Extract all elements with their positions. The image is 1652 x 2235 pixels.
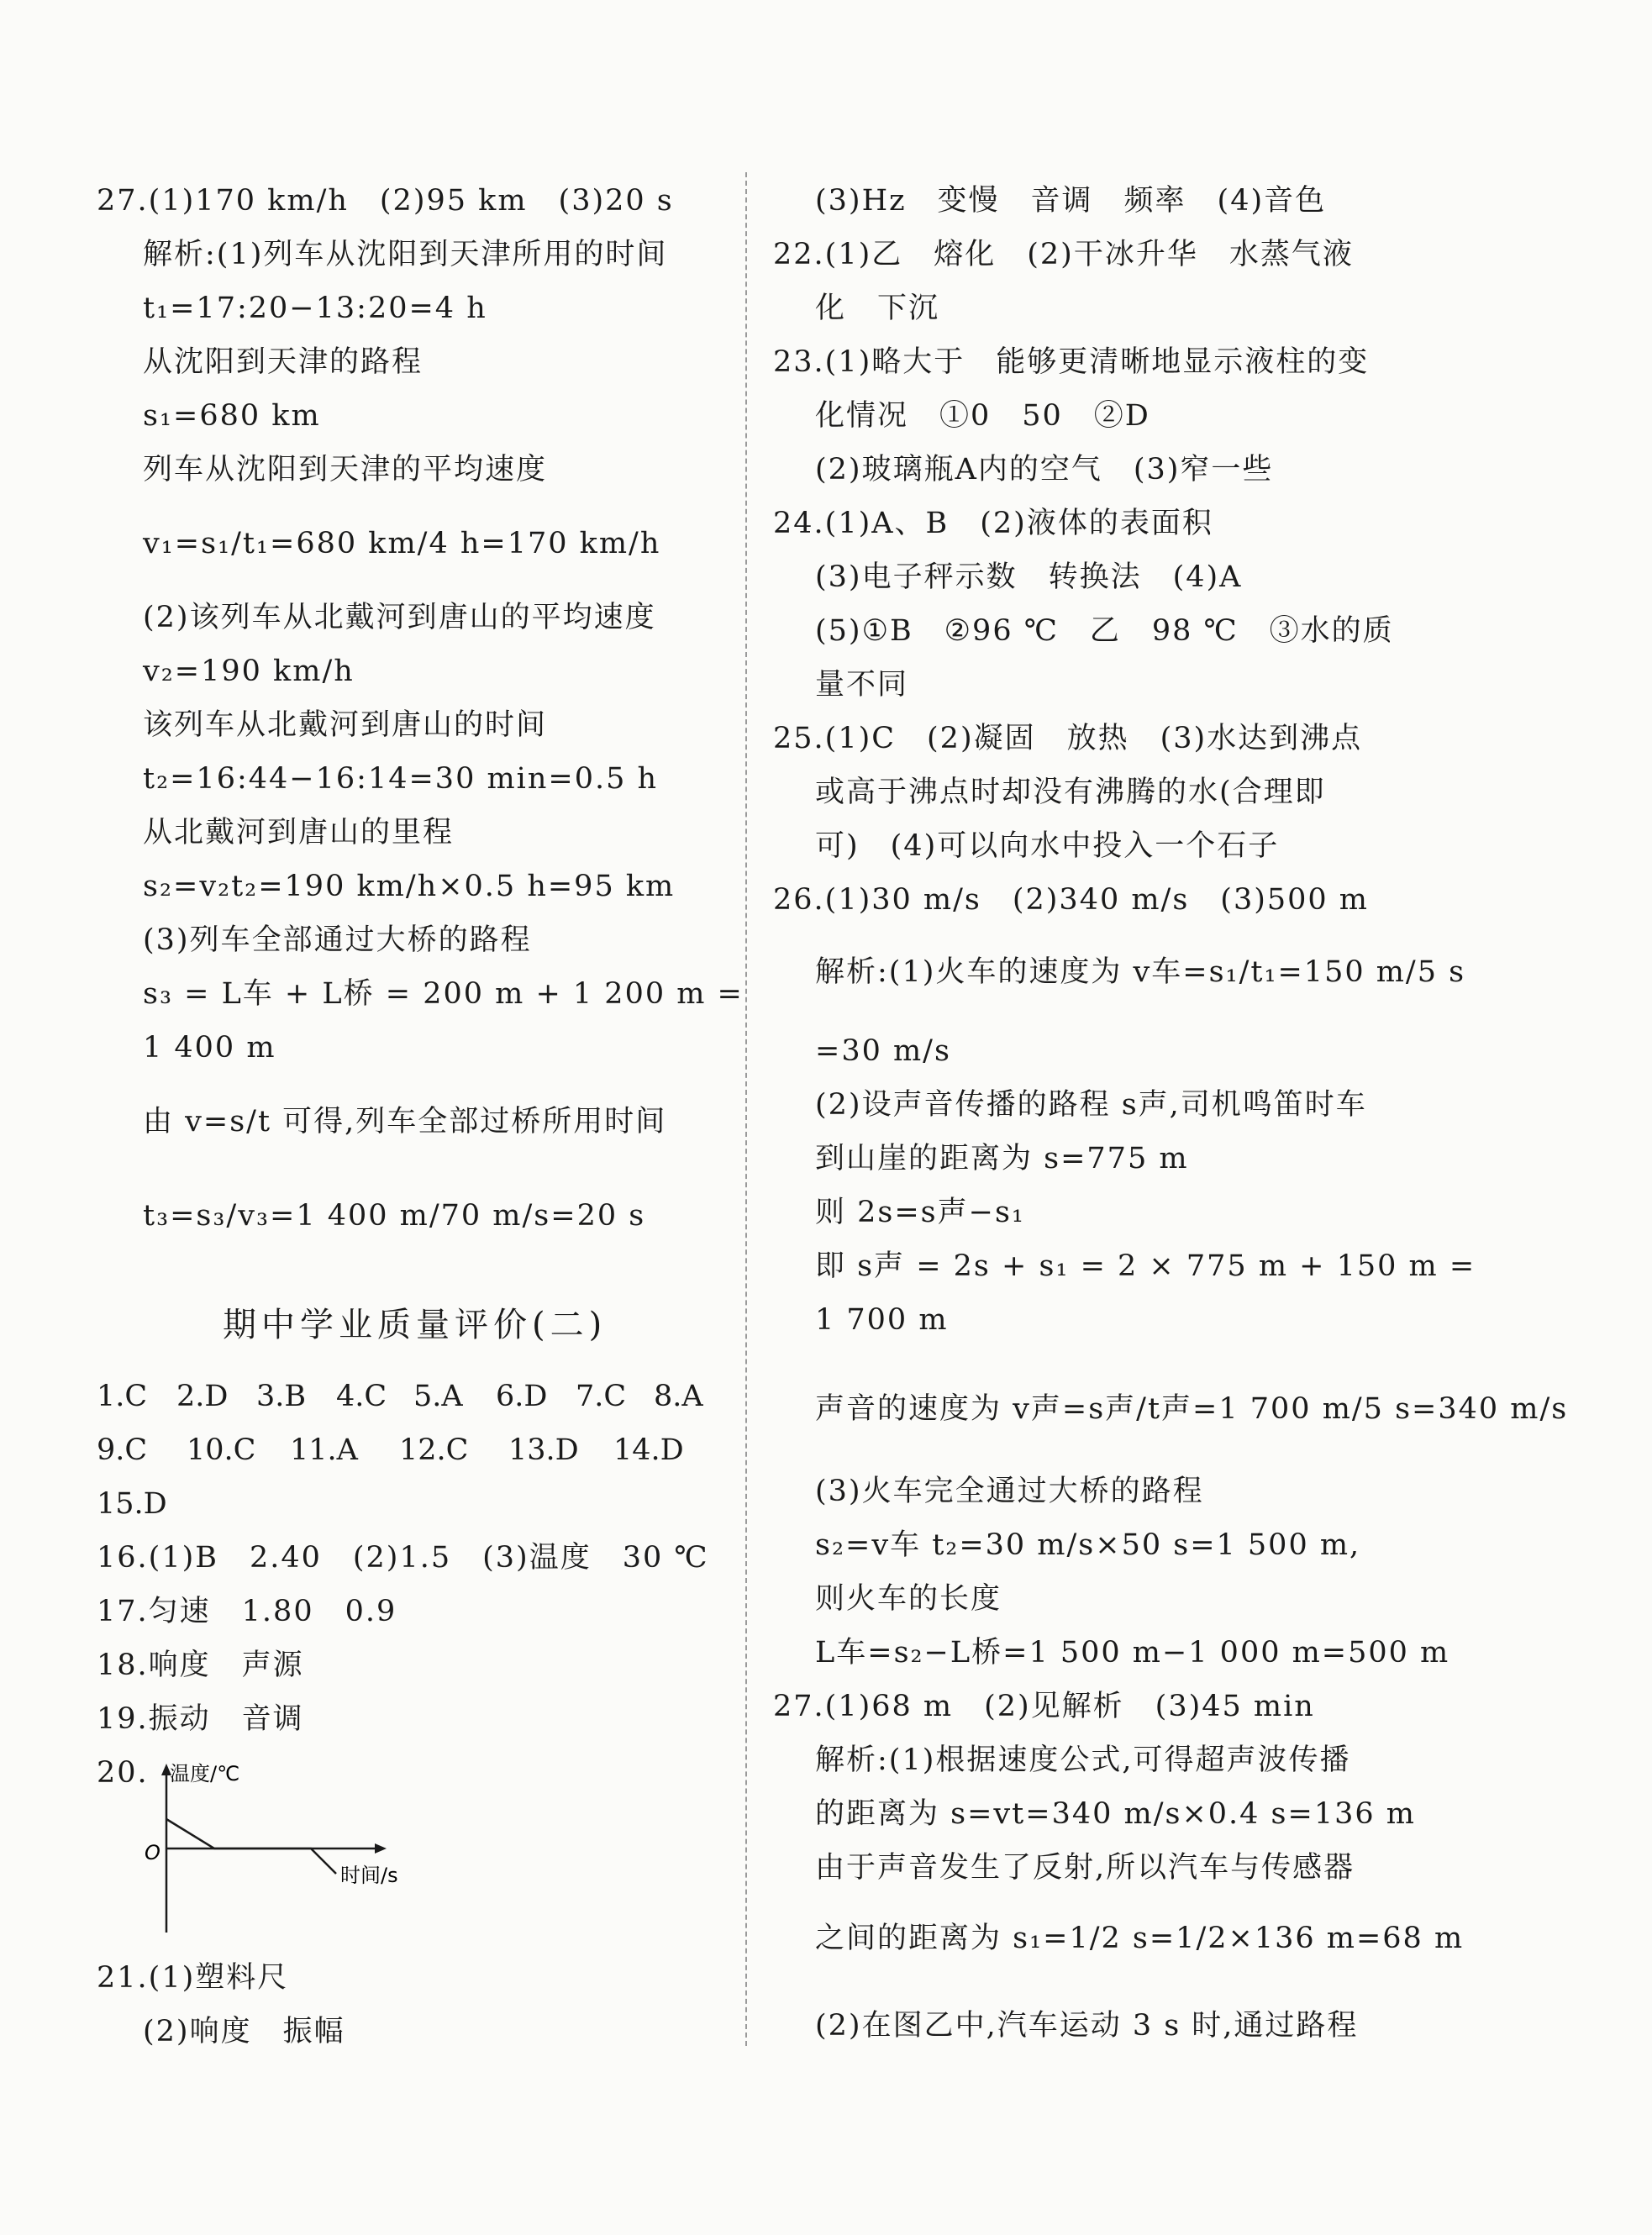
x-axis-label: 时间/s xyxy=(340,1864,398,1887)
right-line: 量不同 xyxy=(815,668,909,702)
choice-answer: 11.A xyxy=(290,1433,358,1467)
right-line: (3)火车完全通过大桥的路程 xyxy=(815,1475,1204,1508)
right-line: 27.(1)68 m (2)见解析 (3)45 min xyxy=(773,1690,1315,1723)
q21-answer: 21.(1)塑料尺 xyxy=(97,1961,289,1995)
temperature-curve xyxy=(166,1819,336,1874)
right-line: 则火车的长度 xyxy=(815,1582,1002,1616)
right-line: 26.(1)30 m/s (2)340 m/s (3)500 m xyxy=(773,883,1369,917)
choice-answer: 9.C xyxy=(97,1433,148,1467)
right-line: (5)①B ②96 ℃ 乙 98 ℃ ③水的质 xyxy=(815,614,1394,648)
q27-analysis-line: t₃=s₃/v₃=1 400 m/70 m/s=20 s xyxy=(143,1199,646,1233)
choice-answer: 10.C xyxy=(187,1433,256,1467)
q27-analysis-line: 1 400 m xyxy=(143,1031,276,1065)
right-line: s₂=v车 t₂=30 m/s×50 s=1 500 m, xyxy=(815,1528,1361,1562)
right-line: 化情况 ①0 50 ②D xyxy=(815,399,1150,433)
right-line: 或高于沸点时却没有沸腾的水(合理即 xyxy=(815,776,1326,809)
q27-analysis-line: 解析:(1)列车从沈阳到天津所用的时间 xyxy=(143,238,668,271)
q27-analysis-line: (3)列车全部通过大桥的路程 xyxy=(143,923,532,957)
q17-answer: 17.匀速 1.80 0.9 xyxy=(97,1595,397,1628)
section-title: 期中学业质量评价(二) xyxy=(223,1306,608,1344)
choice-answer: 8.A xyxy=(654,1380,703,1413)
y-axis-label: 温度/℃ xyxy=(170,1762,240,1785)
q20-number: 20. xyxy=(97,1756,149,1790)
choice-answer: 13.D xyxy=(508,1433,579,1467)
choice-answer: 1.C xyxy=(97,1380,148,1413)
choice-answer: 6.D xyxy=(496,1380,548,1413)
choice-answer: 12.C xyxy=(399,1433,469,1467)
choice-answer: 15.D xyxy=(97,1487,167,1521)
right-line: 之间的距离为 s₁=1/2 s=1/2×136 m=68 m xyxy=(815,1922,1465,1955)
right-line: 声音的速度为 v声=s声/t声=1 700 m/5 s=340 m/s xyxy=(815,1392,1569,1426)
x-axis-arrow xyxy=(375,1843,387,1854)
choice-answer: 5.A xyxy=(413,1380,463,1413)
q27-analysis-line: (2)该列车从北戴河到唐山的平均速度 xyxy=(143,601,656,634)
q27-analysis-line: v₁=s₁/t₁=680 km/4 h=170 km/h xyxy=(143,527,661,560)
q27-analysis-line: s₃ = L车 + L桥 = 200 m + 1 200 m = xyxy=(143,977,744,1011)
right-line: 则 2s=s声−s₁ xyxy=(815,1196,1025,1229)
column-divider xyxy=(745,172,747,2046)
right-line: 可) (4)可以向水中投入一个石子 xyxy=(815,829,1280,863)
q27-analysis-line: t₂=16:44−16:14=30 min=0.5 h xyxy=(143,762,659,796)
right-line: 22.(1)乙 熔化 (2)干冰升华 水蒸气液 xyxy=(773,238,1354,271)
right-line: 23.(1)略大于 能够更清晰地显示液柱的变 xyxy=(773,345,1370,379)
right-line: 解析:(1)火车的速度为 v车=s₁/t₁=150 m/5 s xyxy=(815,955,1466,989)
temperature-time-graph xyxy=(101,1760,420,1937)
right-line: (2)在图乙中,汽车运动 3 s 时,通过路程 xyxy=(815,2009,1359,2043)
right-line: 25.(1)C (2)凝固 放热 (3)水达到沸点 xyxy=(773,722,1363,755)
q27-analysis-line: v₂=190 km/h xyxy=(143,655,355,688)
right-line: (3)电子秤示数 转换法 (4)A xyxy=(815,560,1243,594)
right-line: 到山崖的距离为 s=775 m xyxy=(815,1142,1189,1175)
right-line: 1 700 m xyxy=(815,1303,949,1337)
right-line: (2)设声音传播的路程 s声,司机鸣笛时车 xyxy=(815,1088,1367,1122)
right-line: =30 m/s xyxy=(815,1034,951,1068)
q27-analysis-line: 该列车从北戴河到唐山的时间 xyxy=(143,708,548,742)
right-line: 由于声音发生了反射,所以汽车与传感器 xyxy=(815,1851,1355,1885)
q16-answer: 16.(1)B 2.40 (2)1.5 (3)温度 30 ℃ xyxy=(97,1541,709,1575)
right-line: (3)Hz 变慢 音调 频率 (4)音色 xyxy=(815,184,1327,218)
q27-answer: 27.(1)170 km/h (2)95 km (3)20 s xyxy=(97,184,674,218)
q27-analysis-line: 由 v=s/t 可得,列车全部过桥所用时间 xyxy=(143,1105,667,1139)
right-line: 的距离为 s=vt=340 m/s×0.4 s=136 m xyxy=(815,1797,1416,1831)
origin-label: O xyxy=(145,1841,160,1864)
q27-analysis-line: 从沈阳到天津的路程 xyxy=(143,345,424,379)
q27-analysis-line: s₁=680 km xyxy=(143,399,321,433)
choice-answer: 4.C xyxy=(336,1380,387,1413)
q19-answer: 19.振动 音调 xyxy=(97,1702,304,1736)
right-line: 24.(1)A、B (2)液体的表面积 xyxy=(773,507,1213,540)
right-line: 解析:(1)根据速度公式,可得超声波传播 xyxy=(815,1743,1351,1777)
right-line: L车=s₂−L桥=1 500 m−1 000 m=500 m xyxy=(815,1636,1450,1670)
right-line: 化 下沉 xyxy=(815,292,940,325)
q21-answer: (2)响度 振幅 xyxy=(143,2015,345,2048)
choice-answer: 2.D xyxy=(176,1380,229,1413)
q27-analysis-line: 从北戴河到唐山的里程 xyxy=(143,816,455,849)
choice-answer: 14.D xyxy=(613,1433,684,1467)
q27-analysis-line: 列车从沈阳到天津的平均速度 xyxy=(143,453,548,486)
q27-analysis-line: t₁=17:20−13:20=4 h xyxy=(143,292,487,325)
choice-answer: 3.B xyxy=(256,1380,307,1413)
q18-answer: 18.响度 声源 xyxy=(97,1649,304,1682)
choice-answer: 7.C xyxy=(576,1380,627,1413)
right-line: 即 s声 = 2s + s₁ = 2 × 775 m + 150 m = xyxy=(815,1249,1476,1283)
right-line: (2)玻璃瓶A内的空气 (3)窄一些 xyxy=(815,453,1274,486)
q27-analysis-line: s₂=v₂t₂=190 km/h×0.5 h=95 km xyxy=(143,870,676,903)
